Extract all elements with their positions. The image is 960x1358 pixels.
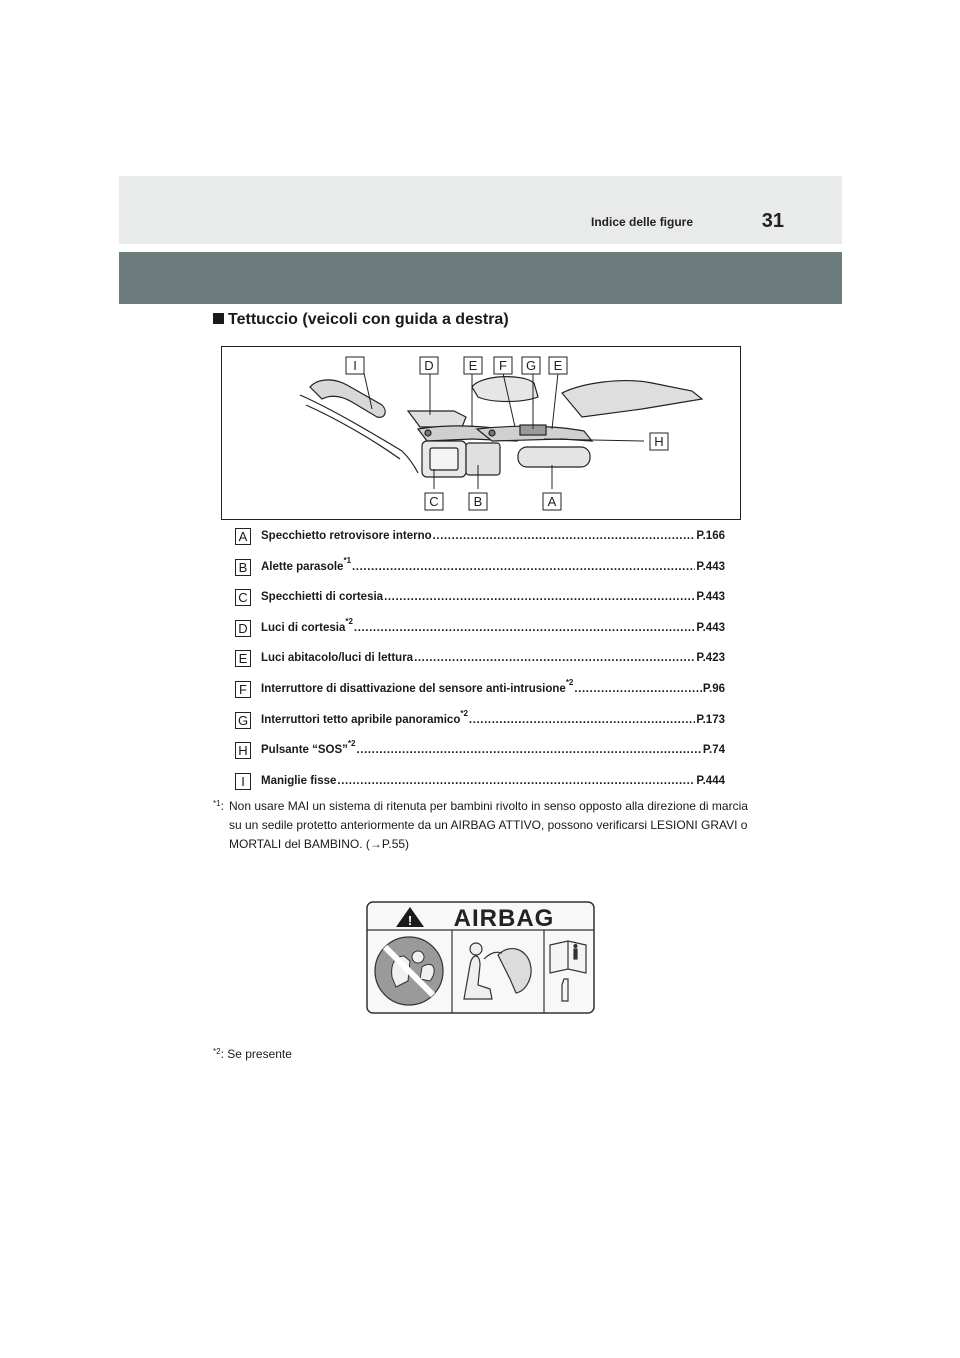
dot-leader (337, 775, 695, 787)
square-bullet-icon (213, 313, 224, 324)
item-letter: E (235, 650, 251, 667)
item-label: Interruttore di disattivazione del sensore anti-intrusione (261, 682, 566, 695)
item-sup: *2 (345, 616, 353, 626)
section-title: Indice delle figure (591, 215, 694, 229)
list-item (235, 741, 735, 772)
item-page-ref[interactable]: P.166 (696, 530, 725, 542)
dot-leader (414, 652, 695, 664)
label-A: A (547, 494, 557, 509)
airbag-warning-label (366, 901, 595, 1014)
item-page-ref[interactable]: P.443 (696, 560, 725, 573)
heading-text: Tettuccio (veicoli con guida a destra) (228, 311, 509, 328)
label-C: C (429, 494, 439, 509)
footnote-1-mark: *1 (213, 799, 221, 808)
header-band-light (119, 176, 842, 244)
dot-leader (469, 714, 696, 726)
list-item (235, 708, 735, 742)
item-list (235, 527, 735, 802)
item-label: Maniglie fisse (261, 774, 337, 787)
item-letter: I (235, 773, 251, 790)
item-letter: C (235, 589, 251, 606)
dot-leader (356, 744, 701, 756)
item-letter: F (235, 681, 251, 698)
roof-console-figure (221, 346, 741, 520)
header-band-dark (119, 252, 842, 304)
item-label: Luci di cortesia (261, 621, 346, 634)
list-item (235, 677, 735, 711)
footnote-2 (213, 1047, 292, 1061)
label-D: D (424, 358, 434, 373)
item-letter: B (235, 559, 251, 576)
label-B: B (473, 494, 483, 509)
item-sup: *2 (565, 677, 574, 687)
item-page-ref[interactable]: P.74 (702, 744, 725, 757)
label-E: E (468, 358, 478, 373)
item-label: Alette parasole (261, 560, 344, 573)
item-page-ref[interactable]: P.444 (696, 774, 725, 787)
footnote-1 (213, 797, 753, 854)
item-letter: G (235, 712, 251, 729)
item-label: Luci abitacolo/luci di lettura (261, 652, 414, 665)
list-item (235, 649, 735, 680)
footnote-1-colon: : (220, 799, 224, 813)
item-letter: A (235, 528, 251, 545)
list-item (235, 555, 735, 589)
item-sup: *2 (347, 739, 356, 749)
item-label: Specchietto retrovisore interno (261, 530, 432, 542)
dot-leader (384, 591, 695, 603)
dot-leader (354, 622, 696, 634)
item-letter: D (235, 620, 251, 637)
label-E2: E (553, 358, 563, 373)
item-label: Specchietti di cortesia (261, 591, 384, 604)
dot-leader (433, 530, 696, 542)
airbag-label-graphic (366, 901, 595, 1014)
item-sup: *1 (343, 555, 352, 565)
list-item (235, 616, 735, 650)
label-H: H (654, 434, 664, 449)
page-number: 31 (761, 210, 784, 232)
item-letter: H (235, 742, 251, 759)
item-page-ref[interactable]: P.443 (696, 591, 725, 604)
label-I: I (353, 358, 357, 373)
item-page-ref[interactable]: P.423 (696, 652, 725, 665)
item-page-ref[interactable]: P.443 (696, 621, 725, 634)
item-sup: *2 (460, 708, 468, 718)
airbag-title: AIRBAG (453, 905, 555, 932)
item-page-ref[interactable]: P.173 (696, 713, 725, 726)
no-child-seat-icon (375, 937, 443, 1005)
roof-console-illustration (222, 347, 740, 519)
section-heading (213, 311, 509, 329)
footnote-1-text: Non usare MAI un sistema di ritenuta per bambini rivolto in senso opposto alla direzione di marcia su un sedile protetto anteriormente da un AIRBAG ATTIVO, possono verificarsi LESIONI GRAVI o MORTALI del BAMBINO. (→P.55) (229, 799, 748, 851)
item-label: Pulsante “SOS” (261, 744, 348, 757)
warning-exclamation: ! (407, 913, 413, 928)
footnote-2-text: : Se presente (220, 1047, 292, 1061)
label-G: G (525, 358, 537, 373)
label-F: F (499, 358, 507, 373)
list-item (235, 527, 735, 558)
list-item (235, 588, 735, 619)
footnote-2-mark: *2 (213, 1047, 221, 1056)
dot-leader (574, 683, 701, 695)
item-page-ref[interactable]: P.96 (702, 682, 725, 695)
dot-leader (352, 561, 695, 573)
item-label: Interruttori tetto apribile panoramico (261, 713, 461, 726)
